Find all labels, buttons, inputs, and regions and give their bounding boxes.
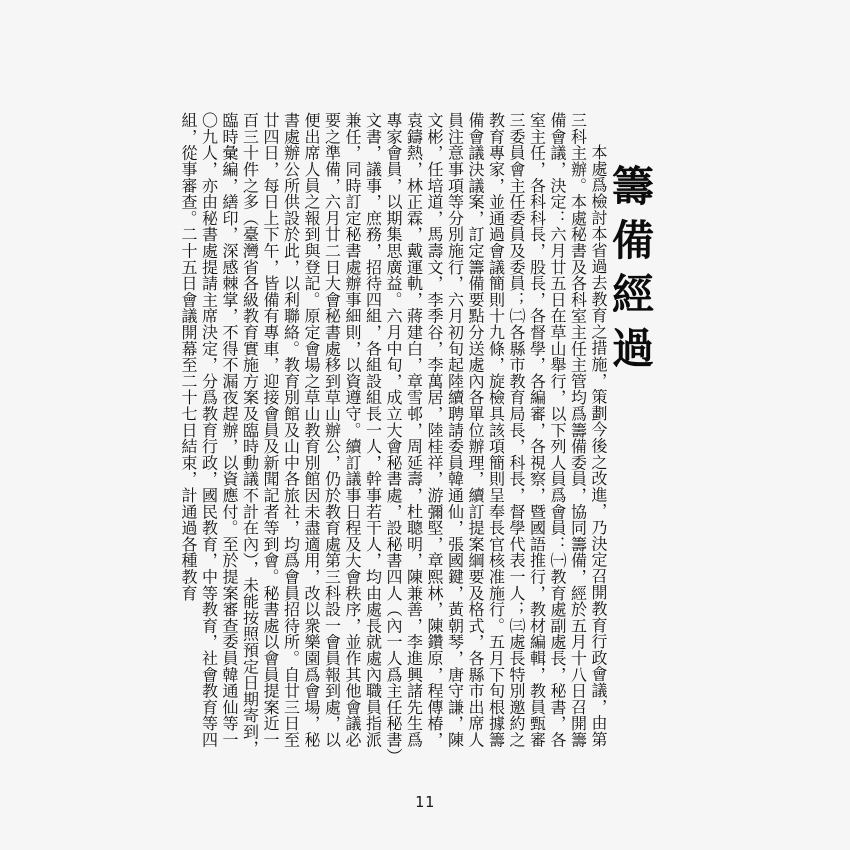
paragraph: 本處爲檢討本省過去教育之措施，策劃今後之改進，乃決定召開教育行政會議，由第三科主辦。本處秘書及各科室主任主管均爲籌備委員，協同籌備，經於五月十八日召開籌備會議，決定：六月廿五日在草山舉行，以下列人員爲會員：㈠教育處副處長，秘書，各室主任，各科科長，股長，各督學，各編審，各視察，暨國語推行，教材編輯，教員甄審三委員會主任委員及委員；㈡各縣市教育局長，科長，督學代表一人；㈢處長特別邀約之教育專家，並通過會議簡則十九條，旋檢具該項簡則呈奉長官核准施行。五月下旬根據籌備會議決議案，訂定籌備要點分送處內各單位辦理，續訂提案綱要及格式，各縣市出席人員注意事項等分別施行，六月初旬起陸續聘請委員韓通仙，張國鍵，黃朝琴，唐守謙，陳文彬，任培道，馬壽文，李季谷，李萬居，陸桂祥，游彌堅，章熙林，陳鑽原，程傳椿，袁鑄熱，林正霖，戴運軌，蔣建白，章雪邨，周延壽，杜聰明，陳兼善，李進興諸先生爲專家會員，以期集思廣益。六月中旬，成立大會秘書處，設秘書四人（內一人爲主任秘書）文書，議事，庶務，招待四組，各組設組長一人，幹事若干人，均由處長就處內職員指派兼任，同時訂定秘書處辦事細則，以資遵守。續訂議事日程及大會秩序，並作其他會議必要之準備，六月廿二日大會秘書處移到草山辦公，仍於教育處第三科設一會員報到處，以便出席人員之報到與登記。原定會場之草山教育別館因未盡適用，改以衆樂園爲會場，秘書處辦公所供設於此，以利聯絡。教育別館及山中各旅社，均爲會員招待所。自廿三日至廿四日，每日上下午，皆備有專車，迎接會員及新聞記者等到會。秘書處以會員提案近一百三十件之多（臺灣省各級教育實施方案及臨時動議不計在內），未能按照預定日期寄到，臨時彙編，繕印，深感棘掌，不得不漏夜趕辦，以資應付。至於提案審查委員韓通仙等一〇九人，亦由秘書處提請主席決定，分爲教育行政，國民教育，中等教育，社會教育等四組，從事審查。二十五日會議開幕至二十七日結束，計通過各種教育 xyxy=(179,112,608,756)
section-title: 籌備經過 xyxy=(606,164,655,380)
page-number: 11 xyxy=(414,793,436,811)
body-text xyxy=(179,112,608,758)
